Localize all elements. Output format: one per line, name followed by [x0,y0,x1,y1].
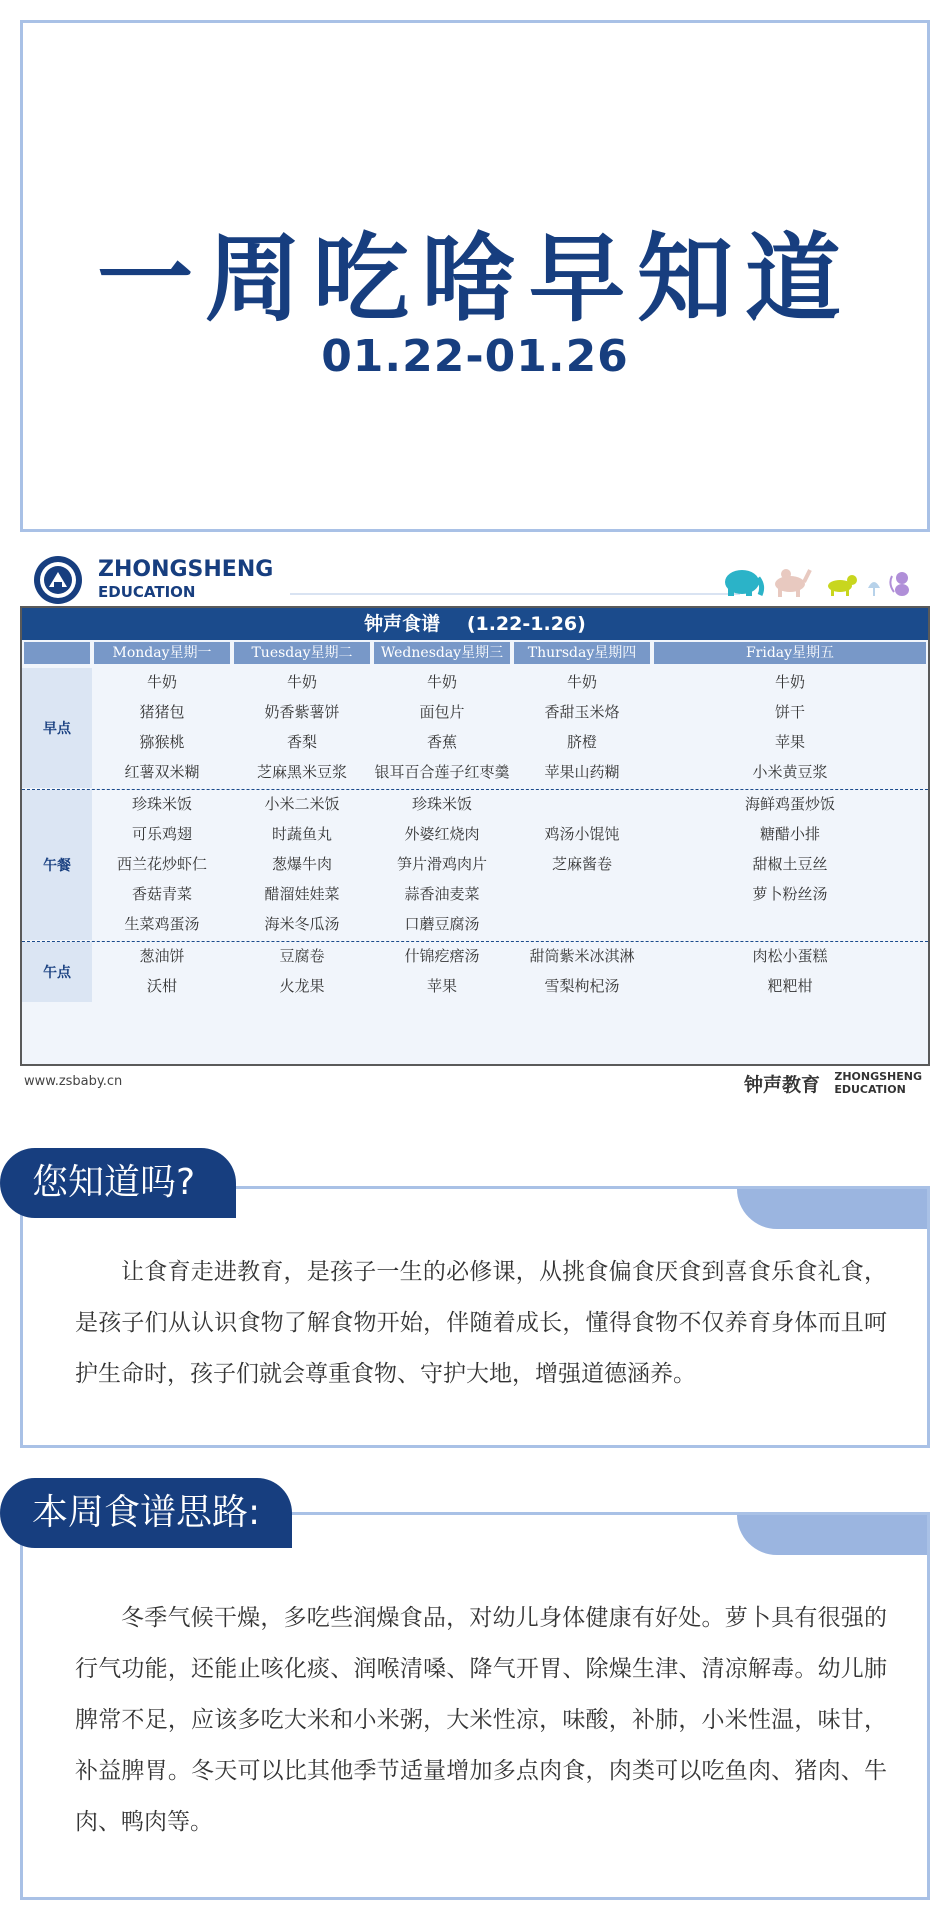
menu-cell: 牛奶 [286,673,317,691]
menu-cell: 外婆红烧肉 [404,825,480,843]
menu-cell: 生菜鸡蛋汤 [124,915,200,933]
menu-cell: 沃柑 [146,977,177,995]
day-header-monday: Monday星期一 [94,642,230,664]
did-you-know-heading: 您知道吗? [0,1148,236,1218]
did-you-know-body: 让食育走进教育，是孩子一生的必修课，从挑食偏食厌食到喜食乐食礼食，是孩子们从认识食物了解食物开始，伴随着成长，懂得食物不仅养育身体而且呵护生命时，孩子们就会尊重食物、守护大地，增强道德涵养。 [75,1259,887,1387]
menu-cell: 醋溜娃娃菜 [264,885,340,903]
menu-cell: 面包片 [419,703,465,721]
footer-brand-en-1: ZHONGSHENG [834,1070,922,1083]
monkey-icon [890,572,909,596]
elephant-icon [725,570,762,596]
menu-cell: 葱爆牛肉 [271,855,332,873]
cat-icon [828,575,857,596]
menu-cell: 饼干 [774,703,805,721]
menu-cell: 蒜香油麦菜 [404,885,480,903]
menu-idea-body: 冬季气候干燥，多吃些润燥食品，对幼儿身体健康有好处。萝卜具有很强的行气功能，还能止咳化痰、润喉清嗓、降气开胃、除燥生津、清凉解毒。幼儿肺脾常不足，应该多吃大米和小米粥，大米性凉，味酸，补肺，小米性温，味甘，补益脾胃。冬天可以比其他季节适量增加多点肉食，肉类可以吃鱼肉、猪肉、牛肉、鸭肉等。 [75,1605,887,1835]
menu-cell: 葱油饼 [139,947,185,965]
animals-decoration-icon [718,562,918,598]
hero-panel [20,20,930,532]
menu-cell: 甜筒紫米冰淇淋 [529,947,635,965]
menu-cell: 牛奶 [426,673,457,691]
brand-subtitle: EDUCATION [98,583,196,601]
page-title: 一周吃啥早知道 [97,223,853,335]
day-header-row [22,640,928,666]
menu-cell: 雪梨枸杞汤 [544,977,620,995]
corner-decoration [737,1515,927,1555]
menu-cell: 可乐鸡翅 [131,825,192,843]
corner-decoration [737,1189,927,1229]
footer-brand-cn: 钟声教育 [743,1074,820,1096]
menu-cell: 香甜玉米烙 [544,703,620,721]
menu-cell [514,789,650,819]
menu-cell: 牛奶 [146,673,177,691]
menu-cell: 牛奶 [566,673,597,691]
menu-cell: 海米冬瓜汤 [264,915,340,933]
school-logo-icon [32,554,84,606]
menu-cell: 银耳百合莲子红枣羹 [374,763,510,781]
menu-cell: 豆腐卷 [279,947,325,965]
info-box-menu-idea [20,1512,930,1900]
menu-cell: 香蕉 [426,733,457,751]
menu-table [20,606,930,1066]
brand-divider [290,593,740,595]
menu-cell: 海鲜鸡蛋炒饭 [744,795,835,813]
menu-card [20,548,930,1098]
menu-cell: 火龙果 [279,977,325,995]
footer-brand-en [834,1070,922,1096]
menu-cell: 糖醋小排 [759,825,820,843]
bird-icon [868,582,880,596]
menu-cell: 肉松小蛋糕 [752,947,828,965]
day-header-thursday: Thursday星期四 [514,642,650,664]
menu-cell: 小米黄豆浆 [752,763,828,781]
footer-brand-en-2: EDUCATION [834,1083,906,1096]
menu-cell: 珍珠米饭 [131,795,192,813]
menu-table-title [22,608,928,640]
menu-idea-heading: 本周食谱思路: [0,1478,292,1548]
day-header-tuesday: Tuesday星期二 [234,642,370,664]
menu-cell: 苹果 [774,733,805,751]
menu-cell: 芝麻酱卷 [551,855,612,873]
corner-header [24,642,90,664]
date-range: 01.22-01.26 [321,331,629,382]
menu-cell: 珍珠米饭 [411,795,472,813]
section-label-snack: 午点 [22,942,92,1002]
menu-cell: 香梨 [286,733,317,751]
menu-cell: 芝麻黑米豆浆 [256,763,347,781]
menu-cell [654,909,926,939]
brand-bar [20,548,930,604]
brand-name: ZHONGSHENG [98,557,274,582]
menu-cell: 猕猴桃 [139,733,185,751]
menu-cell: 什锦疙瘩汤 [404,947,480,965]
menu-date-range: (1.22-1.26) [466,613,586,635]
menu-cell [514,879,650,909]
menu-cell: 甜椒土豆丝 [752,855,828,873]
menu-cell: 时蔬鱼丸 [271,825,332,843]
menu-cell: 猪猪包 [139,703,185,721]
menu-cell: 红薯双米糊 [124,763,200,781]
menu-title: 钟声食谱 [364,613,441,635]
menu-cell: 鸡汤小馄饨 [544,825,620,843]
menu-cell: 香菇青菜 [131,885,192,903]
menu-cell [514,909,650,939]
camel-icon [775,569,810,597]
website-url: www.zsbaby.cn [24,1074,123,1089]
menu-cell: 脐橙 [566,733,597,751]
menu-cell: 苹果 [426,977,457,995]
menu-cell: 西兰花炒虾仁 [116,855,207,873]
menu-cell: 苹果山药糊 [544,763,620,781]
day-header-friday: Friday星期五 [654,642,926,664]
menu-cell: 笋片滑鸡肉片 [396,855,487,873]
day-header-wednesday: Wednesday星期三 [374,642,510,664]
section-label-breakfast: 早点 [22,668,92,788]
menu-cell: 粑粑柑 [767,977,813,995]
info-box-did-you-know [20,1186,930,1448]
menu-cell: 萝卜粉丝汤 [752,885,828,903]
menu-cell: 牛奶 [774,673,805,691]
menu-cell: 口蘑豆腐汤 [404,915,480,933]
menu-cell: 小米二米饭 [264,795,340,813]
menu-cell: 奶香紫薯饼 [264,703,340,721]
section-label-lunch: 午餐 [22,790,92,940]
